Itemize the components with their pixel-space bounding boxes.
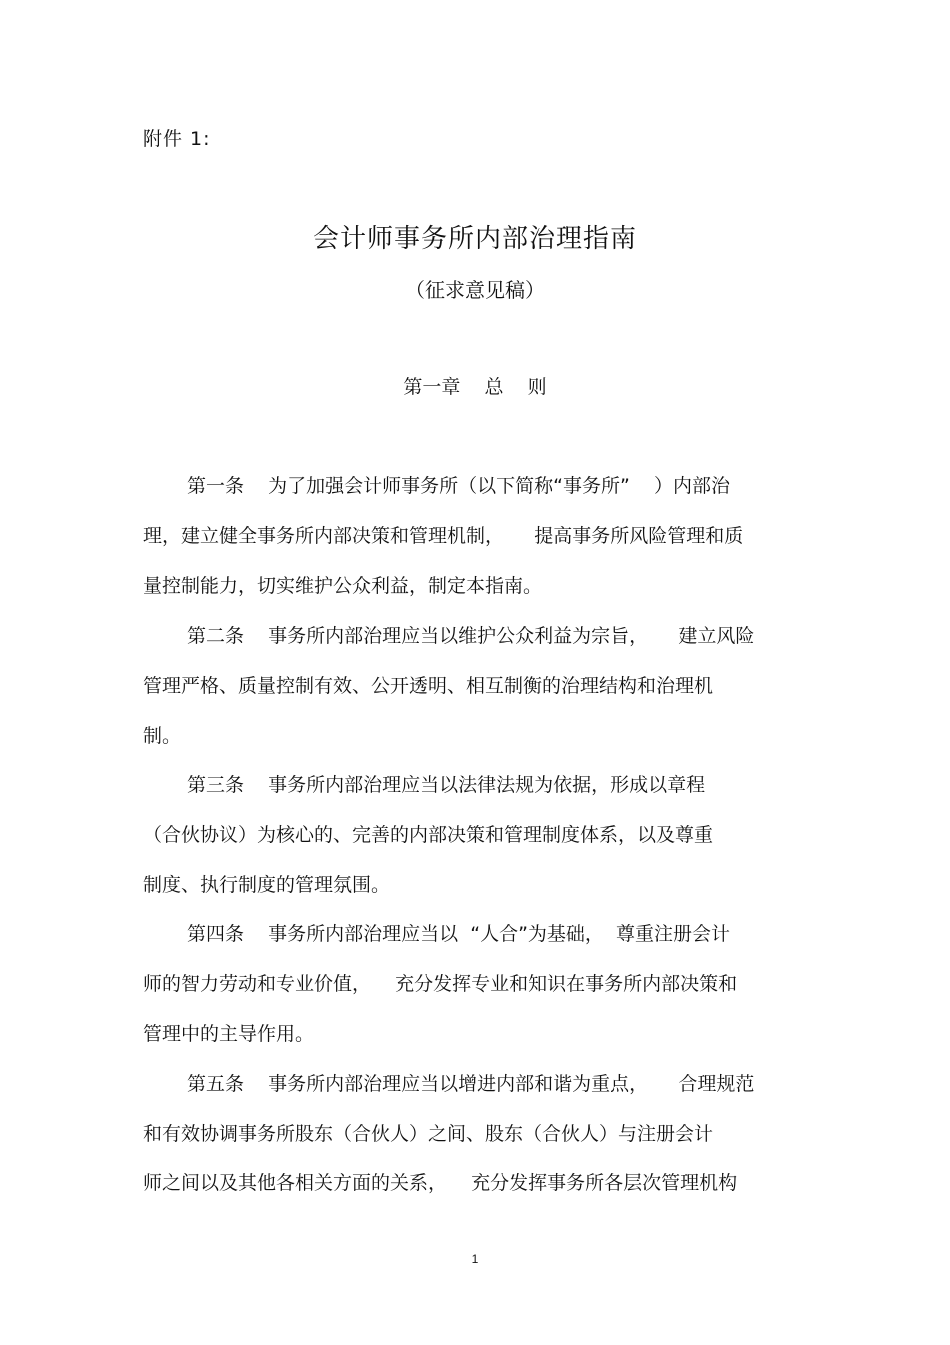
article-5-line-2: 和有效协调事务所股东（合伙人）之间、股东（合伙人）与注册会计 (143, 1123, 714, 1145)
article-5-line-3: 师之间以及其他各相关方面的关系， 充分发挥事务所各层次管理机构 (143, 1172, 738, 1194)
article-4-line-1: 第四条 事务所内部治理应当以 “人合”为基础， 尊重注册会计 (187, 923, 731, 945)
chapter-heading: 第一章 总 则 (403, 376, 547, 398)
article-4-line-2: 师的智力劳动和专业价值， 充分发挥专业和知识在事务所内部决策和 (143, 973, 738, 995)
page-number: 1 (471, 1252, 479, 1266)
article-2-line-2: 管理严格、质量控制有效、公开透明、相互制衡的治理结构和治理机 (143, 675, 714, 697)
article-2-line-3: 制。 (143, 725, 182, 747)
document-subtitle: （征求意见稿） (405, 278, 545, 302)
article-1-line-1: 第一条 为了加强会计师事务所（以下简称“事务所” ）内部治 (187, 475, 731, 497)
article-1-line-2: 理，建立健全事务所内部决策和管理机制， 提高事务所风险管理和质 (143, 525, 744, 547)
article-1-line-3: 量控制能力，切实维护公众利益，制定本指南。 (143, 575, 543, 597)
attachment-label: 附件 1: (143, 128, 211, 150)
article-4-line-3: 管理中的主导作用。 (143, 1023, 315, 1045)
article-5-line-1: 第五条 事务所内部治理应当以增进内部和谐为重点， 合理规范 (187, 1073, 755, 1095)
article-3-line-2: （合伙协议）为核心的、完善的内部决策和管理制度体系，以及尊重 (143, 824, 714, 846)
article-3-line-3: 制度、执行制度的管理氛围。 (143, 874, 391, 896)
document-title: 会计师事务所内部治理指南 (312, 224, 637, 254)
article-2-line-1: 第二条 事务所内部治理应当以维护公众利益为宗旨， 建立风险 (187, 625, 755, 647)
article-3-line-1: 第三条 事务所内部治理应当以法律法规为依据，形成以章程 (187, 774, 706, 796)
